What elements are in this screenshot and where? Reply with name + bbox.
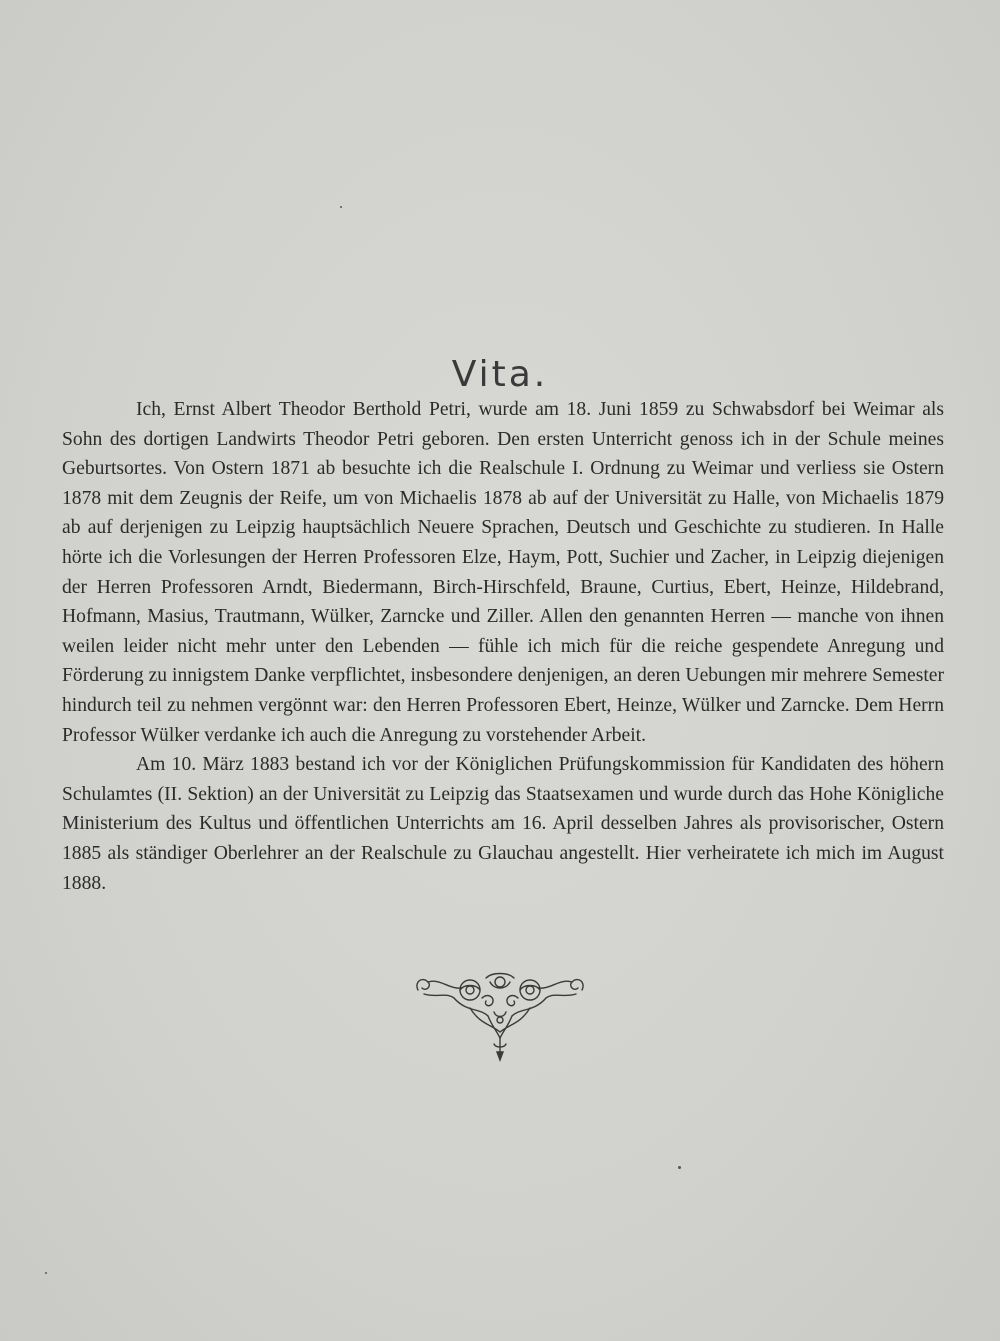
paragraph-2: Am 10. März 1883 bestand ich vor der Königlichen Prüfungskommission für Kandidaten des höhern Schulamtes (II. Sektion) an der Universität zu Leipzig das Staatsexamen und wurde durch das Hohe Königliche Ministerium des Kultus und öffentlichen Unterrichts am 16. April desselben Jahres als provisorischer, Ostern 1885 als ständiger Oberlehrer an der Realschule zu Glauchau angestellt. Hier verheiratete ich mich im August 1888. — [62, 754, 944, 894]
paragraph-1: Ich, Ernst Albert Theodor Berthold Petri, wurde am 18. Juni 1859 zu Schwabsdorf bei Weimar als Sohn des dortigen Landwirts Theodor Petri geboren. Den ersten Unterricht genoss ich in der Schule meines Geburtsortes. Von Ostern 1871 ab besuchte ich die Realschule I. Ordnung zu Weimar und verliess sie Ostern 1878 mit dem Zeugnis der Reife, um von Michaelis 1878 ab auf der Universität zu Halle, von Michaelis 1879 ab auf derjenigen zu Leipzig hauptsächlich Neuere Sprachen, Deutsch und Geschichte zu studieren. In Halle hörte ich die Vorlesungen der Herren Professoren Elze, Haym, Pott, Suchier und Zacher, in Leipzig diejenigen der Herren Professoren Arndt, Biedermann, Birch-Hirschfeld, Braune, Curtius, Ebert, Heinze, Hildebrand, Hofmann, Masius, Trautmann, Wülker, Zarncke und Ziller. Allen den genannten Herren — manche von ihnen weilen leider nicht mehr unter den Lebenden — fühle ich mich für die reiche gespendete Anregung und Förderung zu innigstem Danke verpflichtet, insbesondere denjenigen, an deren Uebungen mir mehrere Semester hindurch teil zu nehmen vergönnt war: den Herren Professoren Ebert, Heinze, Wülker und Zarncke. Dem Herrn Professor Wülker verdanke ich auch die Anregung zu vorstehender Arbeit. — [62, 399, 944, 746]
page-title: Vita. — [451, 354, 549, 396]
paper-speck — [340, 206, 342, 208]
paper-speck — [45, 1272, 47, 1274]
paper-speck — [678, 1166, 681, 1169]
vita-body — [62, 395, 944, 898]
floral-vignette-ornament-icon — [410, 968, 590, 1064]
